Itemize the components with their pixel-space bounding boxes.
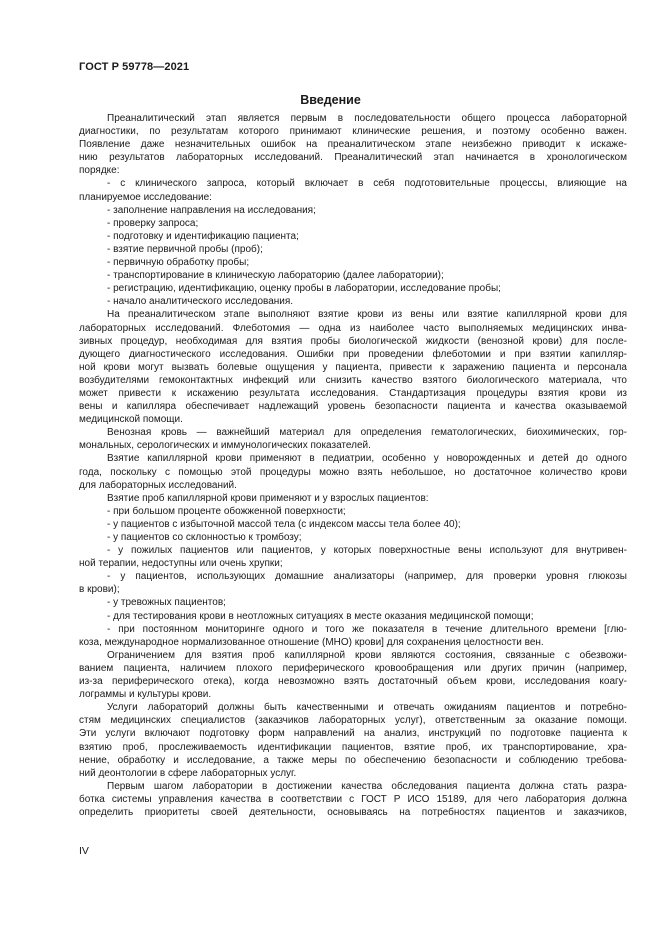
text-line: - взятие первичной пробы (проб); — [107, 243, 263, 255]
text-line: - для тестирования крови в неотложных ситуациях в месте оказания медицинской помощи; — [107, 610, 534, 622]
text-line: нию результатов лабораторных исследований. Преаналитический этап начинается в хронологическом — [79, 152, 627, 164]
text-line: нение, обработку и исследование, а также меры по обеспечению безопасности и соблюдению требова- — [79, 754, 627, 766]
body-text — [79, 112, 627, 819]
text-line: мональных, серологических и иммунологических показателей. — [79, 440, 371, 452]
text-line: дующего диагностического исследования. Ошибки при проведении флеботомии и при взятии капилляр- — [79, 348, 627, 360]
text-line: ной терапии, недоступны или очень хрупки; — [79, 558, 283, 570]
text-line: - при большом проценте обожженной поверхности; — [107, 505, 346, 517]
text-line: ной крови могут вызвать болевые ощущения у пациента, привести к заражению пациента и персонала — [79, 361, 627, 373]
section-title: Введение — [300, 93, 361, 107]
text-line: диагностики, по результатам которого принимают клинические решения, и поэтому особенно важен. — [79, 126, 627, 138]
text-line: планируемое исследование: — [79, 191, 212, 203]
text-line: - у пациентов, использующих домашние анализаторы (например, для проверки уровня глюкозы — [107, 571, 627, 583]
text-line: - подготовку и идентификацию пациента; — [107, 230, 299, 242]
text-line: Появление даже незначительных ошибок на преаналитическом этапе неизбежно приводит к искаже- — [79, 139, 627, 151]
text-line: коза, международное нормализованное отношение (МНО) крови] для сохранения целостности вен. — [79, 636, 544, 648]
text-line: Преаналитический этап является первым в последовательности общего процесса лабораторной — [107, 113, 627, 124]
text-line: вены и капилляра обеспечивает надлежащий уровень безопасности пациента и качества оказываемой — [79, 401, 627, 413]
text-line: медицинской помощи. — [79, 414, 183, 426]
text-line: Взятие капиллярной крови применяют в педиатрии, особенно у новорожденных и детей до одного — [107, 453, 627, 465]
text-line: в крови); — [79, 584, 120, 596]
text-line: На преаналитическом этапе выполняют взятие крови из вены или взятие капиллярной крови для — [107, 309, 627, 321]
text-line: может привести к искажению результата исследования. Стандартизация процедуры взятия крови из — [79, 387, 627, 399]
text-line: - с клинического запроса, который включает в себя подготовительные процессы, влияющие на — [107, 178, 627, 190]
text-line: - регистрацию, идентификацию, оценку пробы в лаборатории, исследование пробы; — [107, 283, 501, 295]
text-line: определить приоритеты своей деятельности, основываясь на потребностях пациентов и заказчиков, — [79, 806, 627, 818]
text-line: Эти услуги включают подготовку форм направлений на анализ, инструкций по подготовке пациента к — [79, 728, 627, 740]
text-line: ний деонтологии в сфере лабораторных услуг. — [79, 767, 297, 779]
text-line: года, поскольку с помощью этой процедуры можно взять небольшое, но достаточное количество крови — [79, 466, 627, 478]
text-line: Первым шагом лаборатории в достижении качества обследования пациента должна стать разра- — [107, 780, 627, 792]
text-line: порядке: — [79, 165, 120, 177]
text-line: - начало аналитического исследования. — [107, 296, 294, 308]
document-header: ГОСТ Р 59778—2021 — [79, 61, 190, 73]
text-line: Венозная кровь — важнейший материал для определения гематологических, биохимических, гор- — [107, 427, 627, 439]
text-line: взятию проб, прослеживаемость идентификации пациентов, взятие проб, их транспортирование, хра- — [79, 741, 627, 753]
text-line: для лабораторных исследований. — [79, 479, 237, 491]
text-line: Ограничением для взятия проб капиллярной крови являются состояния, связанные с обезвожи- — [107, 649, 627, 661]
text-line: зивных процедур, необходимая для взятия пробы биологической жидкости (венозной крови) для после- — [79, 335, 627, 347]
page-number: IV — [79, 845, 89, 857]
text-line: ботка системы управления качества в соответствии с ГОСТ Р ИСО 15189, для чего лаборатория должна — [79, 793, 627, 805]
text-line: Услуги лабораторий должны быть качественными и отвечать ожиданиям пациентов и потребно- — [107, 702, 627, 714]
text-line: возбудителями гемоконтактных инфекций или снизить качество взятого биологического материала, что — [79, 374, 627, 386]
text-line: лабораторных исследований. Флеботомия — одна из наиболее часто выполняемых медицинских инва- — [79, 322, 627, 334]
text-line: - у тревожных пациентов; — [107, 597, 226, 609]
text-line: ванием пациента, наличием плохого периферического кровообращения или других причин (например, — [79, 662, 627, 674]
text-line: - у пациентов со склонностью к тромбозу; — [107, 532, 302, 543]
text-line: - заполнение направления на исследования; — [107, 204, 316, 216]
text-line: лограммы и культуры крови. — [79, 689, 212, 701]
text-line: Взятие проб капиллярной крови применяют и у взрослых пациентов: — [107, 492, 429, 504]
text-line: - у пожилых пациентов или пациентов, у которых поверхностные вены используют для внутривен- — [107, 545, 627, 557]
text-paragraph — [79, 112, 627, 819]
text-line: - первичную обработку пробы; — [107, 257, 250, 269]
text-line: - проверку запроса; — [107, 217, 199, 229]
text-line: из-за периферического отека), когда невозможно взять достаточный объем крови, исследования коагу- — [79, 676, 627, 688]
text-line: - при постоянном мониторинге одного и того же показателя в течение длительного времени [глю- — [107, 623, 627, 635]
text-line: стям медицинских специалистов (заказчиков лабораторных услуг), ответственным за оказание помощи. — [79, 715, 627, 727]
text-line: - транспортирование в клиническую лабораторию (далее лаборатории); — [107, 270, 444, 282]
text-line: - у пациентов с избыточной массой тела (с индексом массы тела более 40); — [107, 518, 461, 530]
